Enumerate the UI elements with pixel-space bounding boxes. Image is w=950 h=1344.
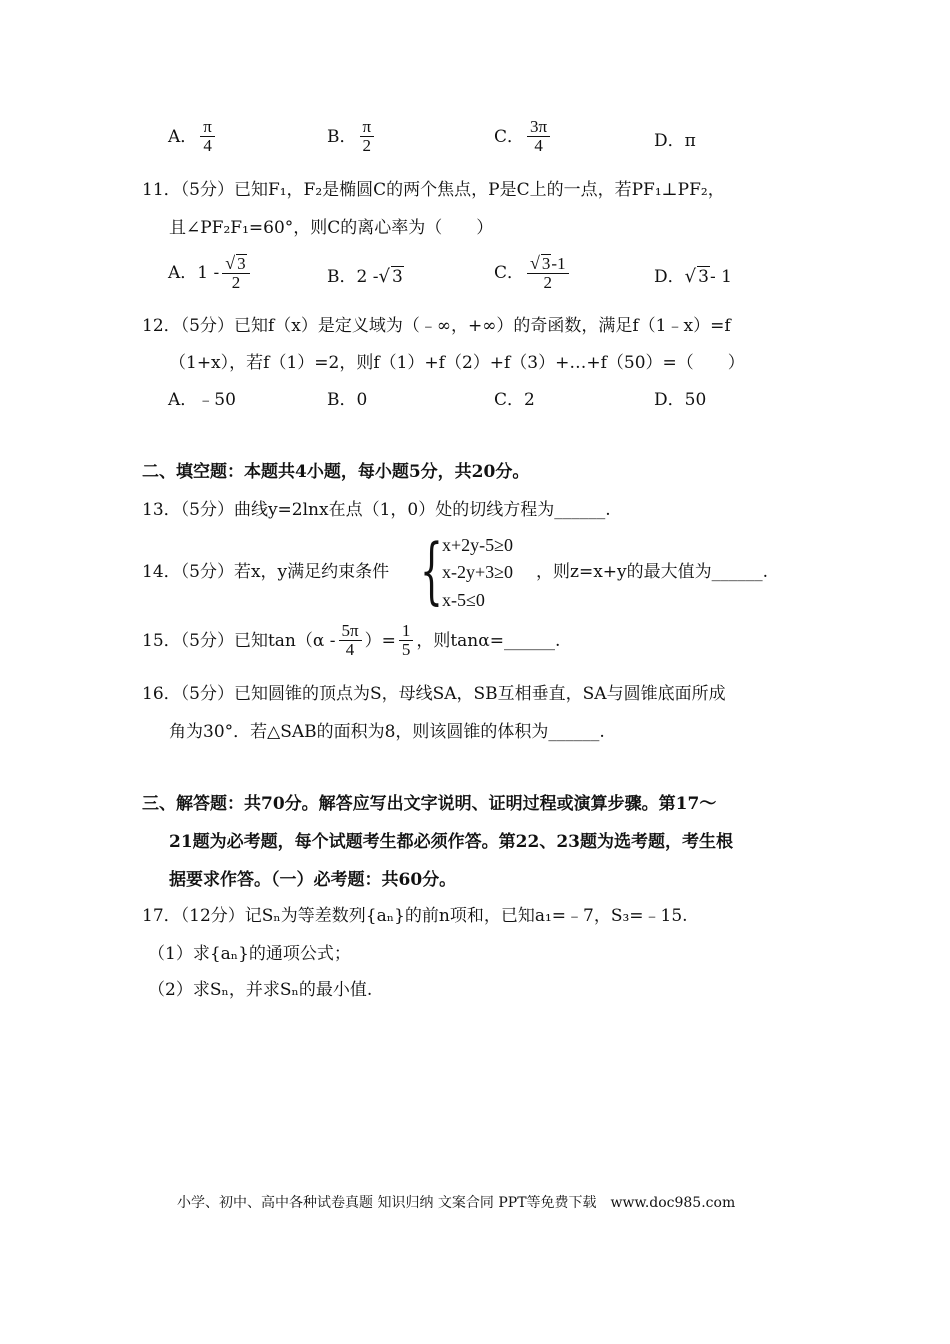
numerator: π xyxy=(360,118,375,137)
option-label: D． xyxy=(654,266,685,287)
option-suffix: - 1 xyxy=(709,266,732,287)
option-label: D． xyxy=(654,131,685,151)
q15-middle: ）= xyxy=(364,630,396,651)
sqrt-icon: √ xyxy=(684,265,697,287)
numerator: 1 xyxy=(399,622,414,641)
q17-part2: （2）求Sₙ，并求Sₙ的最小值. xyxy=(148,980,373,1000)
q11-option-d xyxy=(654,266,732,287)
section-3-line1: 三、解答题：共70分。解答应写出文字说明、证明过程或演算步骤。第17～ xyxy=(142,794,717,814)
option-label: C． xyxy=(494,126,525,147)
page-footer: 小学、初中、高中各种试卷真题 知识归纳 文案合同 PPT等免费下载 www.doc985.com xyxy=(177,1195,736,1211)
section-2-title: 二、填空题：本题共4小题，每小题5分，共20分。 xyxy=(142,462,530,482)
q13: 13．（5分）曲线y=2lnx在点（1，0）处的切线方程为______. xyxy=(142,500,611,520)
q10-option-b xyxy=(327,118,377,155)
option-prefix: 2 - xyxy=(356,266,379,287)
fraction xyxy=(527,118,550,155)
q17-part1: （1）求{aₙ}的通项公式； xyxy=(148,944,351,964)
fraction xyxy=(200,118,215,155)
q11-option-b xyxy=(327,266,404,287)
numerator xyxy=(222,254,249,274)
option-label: A． xyxy=(168,126,198,147)
fraction xyxy=(222,254,249,292)
q14-suffix: ，则z=x+y的最大值为______. xyxy=(536,562,769,582)
radicand: 3 xyxy=(541,254,551,273)
q16-line1: 16．（5分）已知圆锥的顶点为S，母线SA，SB互相垂直，SA与圆锥底面所成 xyxy=(142,684,726,704)
denominator: 4 xyxy=(534,136,543,155)
numerator: 3π xyxy=(527,118,550,137)
option-label: B． xyxy=(327,266,357,287)
sqrt-icon: √ xyxy=(530,253,540,273)
radicand: 3 xyxy=(237,254,246,273)
option-value: π xyxy=(684,131,696,151)
q10-option-c xyxy=(494,118,553,155)
fraction xyxy=(360,118,375,155)
q14-prefix: 14．（5分）若x，y满足约束条件 xyxy=(142,562,390,582)
fraction xyxy=(399,622,414,659)
numerator: π xyxy=(200,118,215,137)
q14-constraint-2: x-2y+3≥0 xyxy=(442,562,514,582)
q15-suffix: ，则tanα=______. xyxy=(416,630,561,651)
sqrt-icon: √ xyxy=(225,253,236,273)
q14-constraint-1: x+2y-5≥0 xyxy=(442,535,514,555)
q10-option-d xyxy=(654,131,696,151)
q11-option-a xyxy=(168,254,253,292)
numerator: 5π xyxy=(339,622,362,641)
denominator: 5 xyxy=(401,640,411,659)
option-label: C． xyxy=(494,263,525,283)
q15-prefix: 15．（5分）已知tan（α - xyxy=(142,630,336,651)
denominator: 4 xyxy=(345,640,355,659)
denominator: 2 xyxy=(362,136,372,155)
q15 xyxy=(142,622,560,659)
fraction xyxy=(339,622,362,659)
radicand: 3 xyxy=(698,267,709,287)
q12-option-b: B．0 xyxy=(327,390,368,410)
q11-line1: 11．（5分）已知F₁，F₂是椭圆C的两个焦点，P是C上的一点，若PF₁⊥PF₂， xyxy=(142,180,725,200)
section-3-line3: 据要求作答。（一）必考题：共60分。 xyxy=(169,870,457,890)
q12-option-a: A．﹣50 xyxy=(168,390,236,410)
fraction xyxy=(527,254,569,292)
q16-line2: 角为30°．若△SAB的面积为8，则该圆锥的体积为______. xyxy=(169,722,605,742)
q12-line1: 12．（5分）已知f（x）是定义域为（﹣∞，+∞）的奇函数，满足f（1﹣x）=f xyxy=(142,316,731,336)
option-label: B． xyxy=(327,126,357,147)
q12-option-d: D．50 xyxy=(654,390,707,410)
numerator-suffix: -1 xyxy=(551,254,566,273)
q12-option-c: C．2 xyxy=(494,390,535,410)
q11-option-c xyxy=(494,254,572,292)
q12-line2: （1+x），若f（1）=2，则f（1）+f（2）+f（3）+…+f（50）=（ ） xyxy=(169,353,745,373)
numerator xyxy=(527,254,569,274)
sqrt-icon: √ xyxy=(378,265,390,287)
denominator: 2 xyxy=(231,273,241,292)
section-3-line2: 21题为必考题，每个试题考生都必须作答。第22、23题为选考题，考生根 xyxy=(169,832,733,852)
option-label: A． xyxy=(168,263,198,283)
radicand: 3 xyxy=(391,267,403,287)
q10-option-a xyxy=(168,118,218,155)
option-prefix: 1 - xyxy=(197,263,220,283)
denominator: 4 xyxy=(203,136,212,155)
denominator: 2 xyxy=(543,273,553,292)
q11-line2: 且∠PF₂F₁=60°，则C的离心率为（ ） xyxy=(169,218,494,238)
q14-constraint-3: x-5≤0 xyxy=(442,590,485,610)
left-brace-icon: { xyxy=(420,528,443,612)
q17-line1: 17．（12分）记Sₙ为等差数列{aₙ}的前n项和，已知a₁=﹣7，S₃=﹣15. xyxy=(142,906,688,926)
